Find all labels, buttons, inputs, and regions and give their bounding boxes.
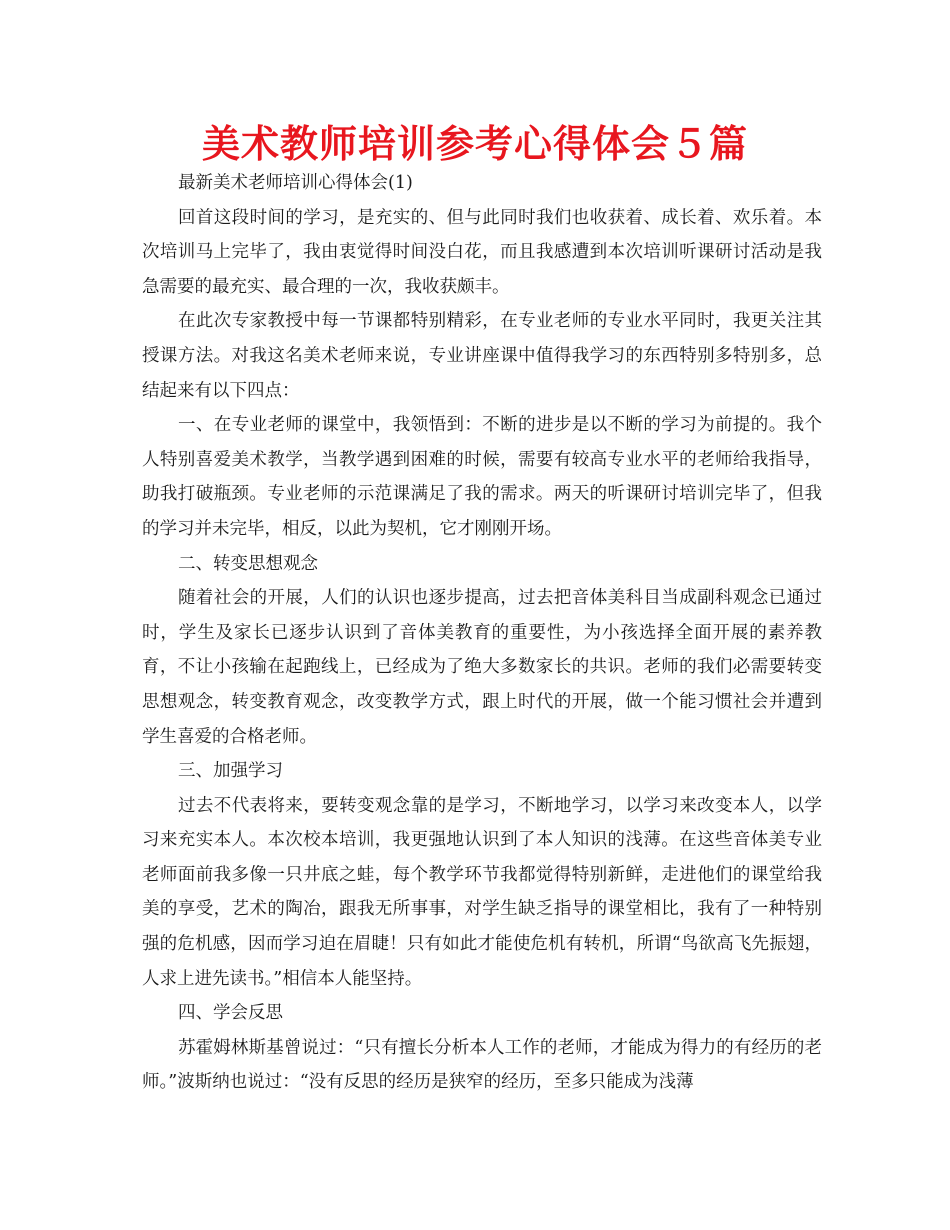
- body-paragraph: 苏霍姆林斯基曾说过：“只有擅长分析本人工作的老师，才能成为得力的有经历的老师。”波斯纳也说过：“没有反思的经历是狭窄的经历，至多只能成为浅薄: [142, 1037, 822, 1093]
- document-title: 美术教师培训参考心得体会５篇: [201, 122, 748, 166]
- subtitle-paragraph: 最新美术老师培训心得体会(1): [178, 173, 413, 193]
- body-paragraph: 过去不代表将来，要转变观念靠的是学习，不断地学习，以学习来改变本人，以学习来充实本人。本次校本培训，我更强地认识到了本人知识的浅薄。在这些音体美专业老师面前我多像一只井底之蛙，每个教学环节我都觉得特别新鲜，走进他们的课堂给我美的享受，艺术的陶冶，跟我无所事事，对学生缺乏指导的课堂相比，我有了一种特别强的危机感，因而学习迫在眉睫！只有如此才能使危机有转机，所谓“鸟欲高飞先振翅，人求上进先读书。”相信本人能坚持。: [142, 795, 822, 989]
- body-paragraph: 在此次专家教授中每一节课都特别精彩，在专业老师的专业水平同时，我更关注其授课方法。对我这名美术老师来说，专业讲座课中值得我学习的东西特别多特别多，总结起来有以下四点：: [142, 311, 822, 401]
- document-body: [142, 166, 822, 1100]
- body-paragraph: 随着社会的开展，人们的认识也逐步提高，过去把音体美科目当成副科观念已通过时，学生及家长已逐步认识到了音体美教育的重要性，为小孩选择全面开展的素养教育，不让小孩输在起跑线上，已经成为了绝大多数家长的共识。老师的我们必需要转变思想观念，转变教育观念，改变教学方式，跟上时代的开展，做一个能习惯社会并遭到学生喜爱的合格老师。: [142, 588, 822, 747]
- section-heading: 二、转变思想观念: [178, 553, 318, 574]
- body-paragraph: 回首这段时间的学习，是充实的、但与此同时我们也收获着、成长着、欢乐着。本次培训马上完毕了，我由衷觉得时间没白花，而且我感遭到本次培训听课研讨活动是我急需要的最充实、最合理的一次，我收获颇丰。: [142, 207, 822, 297]
- body-paragraph: 一、在专业老师的课堂中，我领悟到：不断的进步是以不断的学习为前提的。我个人特别喜爱美术教学，当教学遇到困难的时候，需要有较高专业水平的老师给我指导，助我打破瓶颈。专业老师的示范课满足了我的需求。两天的听课研讨培训完毕了，但我的学习并未完毕，相反，以此为契机，它才刚刚开场。: [142, 415, 822, 539]
- section-heading: 四、学会反思: [178, 1003, 283, 1024]
- section-heading: 三、加强学习: [178, 761, 283, 782]
